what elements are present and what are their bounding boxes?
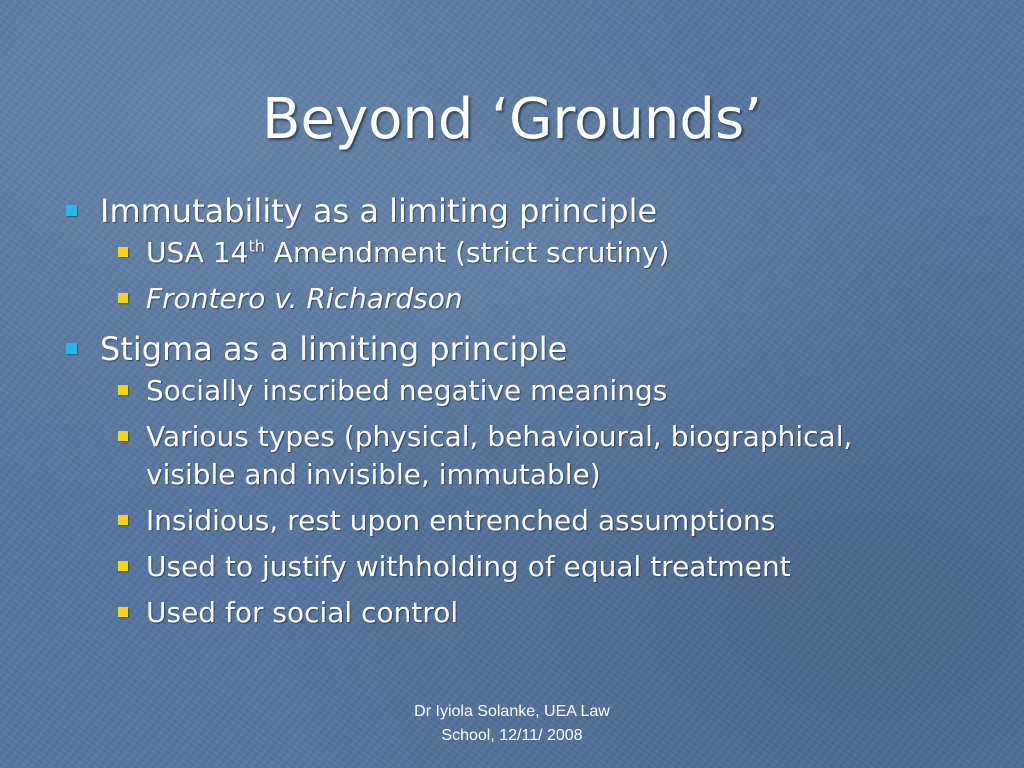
square-bullet-icon bbox=[66, 205, 77, 216]
sub-bullet-text: Insidious, rest upon entrenched assumptions bbox=[146, 504, 776, 537]
footer-line1: Dr Iyiola Solanke, UEA Law bbox=[414, 703, 610, 720]
square-bullet-icon bbox=[66, 343, 77, 354]
square-bullet-icon bbox=[118, 607, 128, 617]
ordinal-superscript: th bbox=[248, 236, 265, 256]
slide-content bbox=[60, 188, 960, 640]
square-bullet-icon bbox=[118, 561, 128, 571]
square-bullet-icon bbox=[118, 247, 128, 257]
bullet-text: Immutability as a limiting principle bbox=[100, 192, 658, 230]
footer-line2: School, 12/11/ 2008 bbox=[441, 727, 583, 744]
sub-bullet-various-types bbox=[146, 418, 946, 494]
sub-bullet-text: Frontero v. Richardson bbox=[146, 282, 463, 315]
sub-bullet-text-after: Amendment (strict scrutiny) bbox=[264, 236, 670, 269]
sub-bullet-socially-inscribed bbox=[146, 372, 960, 410]
square-bullet-icon bbox=[118, 515, 128, 525]
sub-bullet-text-before: USA 14 bbox=[146, 236, 249, 269]
bullet-text: Stigma as a limiting principle bbox=[100, 330, 568, 368]
sub-bullet-frontero bbox=[146, 280, 960, 318]
sub-bullet-text-line1: Various types (physical, behavioural, biographical, bbox=[146, 420, 853, 453]
bullet-immutability bbox=[60, 188, 960, 234]
sub-bullet-usa-amendment bbox=[146, 234, 960, 272]
bullet-stigma bbox=[60, 326, 960, 372]
slide-footer bbox=[362, 700, 662, 748]
sub-bullet-text: Socially inscribed negative meanings bbox=[146, 374, 668, 407]
sub-bullet-text-line2: visible and invisible, immutable) bbox=[146, 458, 601, 491]
sub-bullet-social-control bbox=[146, 594, 960, 632]
square-bullet-icon bbox=[118, 431, 128, 441]
sub-bullet-insidious bbox=[146, 502, 960, 540]
square-bullet-icon bbox=[118, 385, 128, 395]
square-bullet-icon bbox=[118, 293, 128, 303]
sub-bullet-text: Used to justify withholding of equal treatment bbox=[146, 550, 791, 583]
slide-title: Beyond ‘Grounds’ bbox=[262, 87, 762, 152]
sub-bullet-justify-withholding bbox=[146, 548, 960, 586]
sub-bullet-text: Used for social control bbox=[146, 596, 459, 629]
